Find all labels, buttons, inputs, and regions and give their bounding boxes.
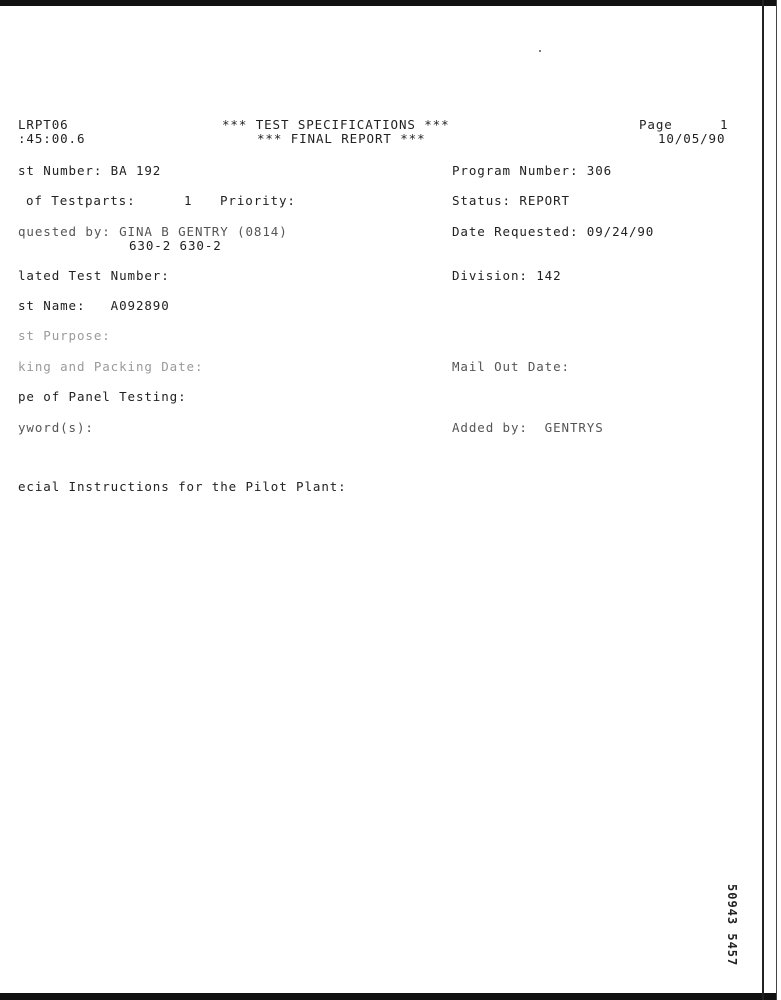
- bottom-border: [0, 993, 781, 1000]
- report-date: 10/05/90: [658, 131, 726, 146]
- testparts-label: of Testparts:: [26, 193, 136, 208]
- page-label: Page: [639, 117, 673, 132]
- top-border: [0, 0, 781, 6]
- keywords: yword(s):: [18, 420, 94, 435]
- priority: Priority:: [220, 193, 296, 208]
- speck: [539, 50, 541, 52]
- report-id: LRPT06: [18, 117, 69, 132]
- page-number: 1: [720, 117, 729, 132]
- related-test-number: lated Test Number:: [18, 268, 170, 283]
- making-packing-date: king and Packing Date:: [18, 359, 204, 374]
- testparts-value: 1: [184, 193, 193, 208]
- division: Division: 142: [452, 268, 562, 283]
- panel-testing: pe of Panel Testing:: [18, 389, 187, 404]
- mail-out-date: Mail Out Date:: [452, 359, 570, 374]
- report-time: :45:00.6: [18, 131, 86, 146]
- right-edge: [776, 0, 781, 1000]
- requested-by: quested by: GINA B GENTRY (0814): [18, 224, 288, 239]
- test-number: st Number: BA 192: [18, 163, 162, 178]
- document-stamp-number: 50943 5457: [725, 884, 739, 967]
- special-instructions: ecial Instructions for the Pilot Plant:: [18, 479, 347, 494]
- test-purpose: st Purpose:: [18, 328, 111, 343]
- status: Status: REPORT: [452, 193, 570, 208]
- program-number: Program Number: 306: [452, 163, 613, 178]
- report-title: *** TEST SPECIFICATIONS ***: [222, 117, 450, 132]
- requested-phone: 630-2 630-2: [129, 238, 222, 253]
- right-border: [762, 0, 764, 1000]
- test-name: st Name: A092890: [18, 298, 170, 313]
- report-subtitle: *** FINAL REPORT ***: [257, 131, 426, 146]
- date-requested: Date Requested: 09/24/90: [452, 224, 655, 239]
- added-by: Added by: GENTRYS: [452, 420, 604, 435]
